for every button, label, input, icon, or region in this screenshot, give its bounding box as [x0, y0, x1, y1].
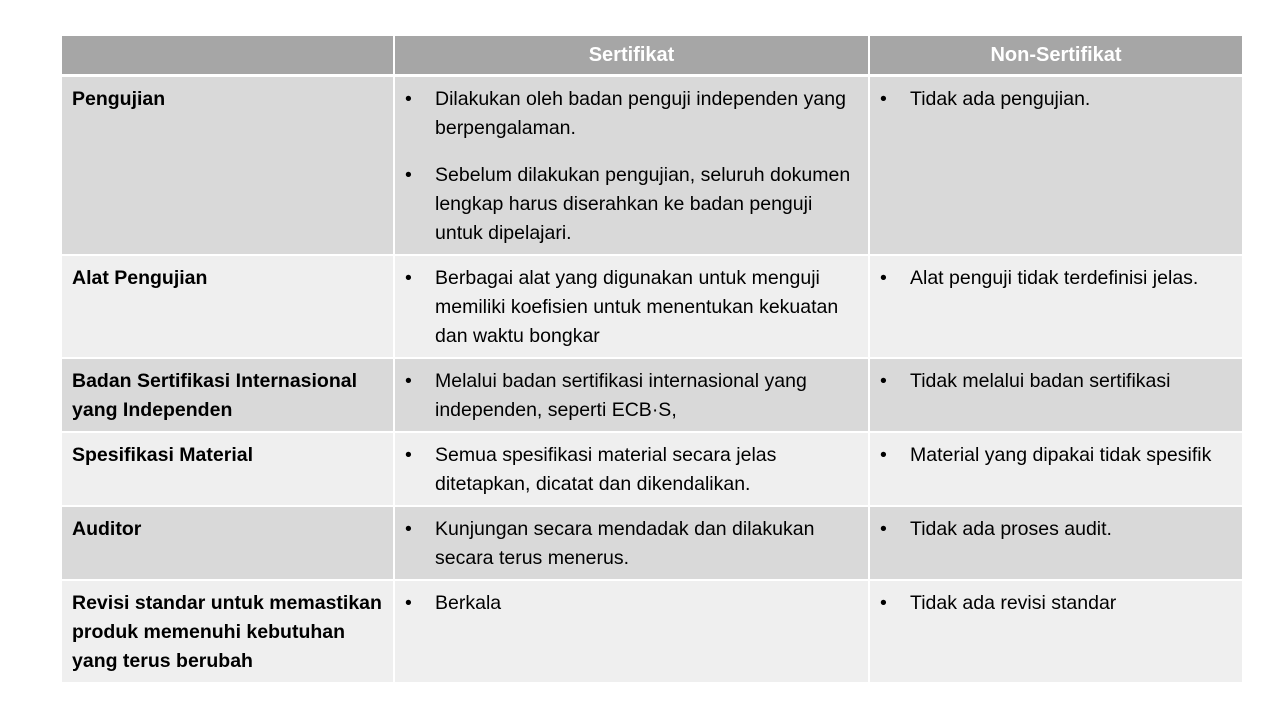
bullet-item: • Sebelum dilakukan pengujian, seluruh dokumen lengkap harus diserahkan ke badan penguji untuk dipelajari. [405, 161, 858, 248]
row-label: Revisi standar untuk memastikan produk memenuhi kebutuhan yang terus berubah [62, 580, 394, 683]
sertifikat-cell [394, 255, 869, 358]
header-empty-cell [62, 36, 394, 76]
row-label: Alat Pengujian [62, 255, 394, 358]
table-row [62, 580, 1242, 683]
bullet-item: • Melalui badan sertifikasi internasional yang independen, seperti ECB·S, [405, 367, 858, 425]
header-sertifikat: Sertifikat [394, 36, 869, 76]
bullet-item: • Tidak ada pengujian. [880, 85, 1232, 114]
non-sertifikat-cell [869, 432, 1242, 506]
sertifikat-cell [394, 358, 869, 432]
table-header-row [62, 36, 1242, 76]
bullet-item: • Tidak ada proses audit. [880, 515, 1232, 544]
sertifikat-cell [394, 76, 869, 256]
non-sertifikat-cell [869, 358, 1242, 432]
bullet-item: • Alat penguji tidak terdefinisi jelas. [880, 264, 1232, 293]
non-sertifikat-cell [869, 255, 1242, 358]
non-sertifikat-cell [869, 506, 1242, 580]
row-label: Badan Sertifikasi Internasional yang Independen [62, 358, 394, 432]
non-sertifikat-cell [869, 580, 1242, 683]
table-row [62, 358, 1242, 432]
table-row [62, 432, 1242, 506]
bullet-item: • Tidak ada revisi standar [880, 589, 1232, 618]
row-label: Auditor [62, 506, 394, 580]
sertifikat-cell [394, 580, 869, 683]
bullet-item: • Tidak melalui badan sertifikasi [880, 367, 1232, 396]
bullet-item: • Material yang dipakai tidak spesifik [880, 441, 1232, 470]
table-row [62, 76, 1242, 256]
non-sertifikat-cell [869, 76, 1242, 256]
table-row [62, 255, 1242, 358]
bullet-item: • Berkala [405, 589, 858, 618]
comparison-table [62, 36, 1242, 684]
row-label: Spesifikasi Material [62, 432, 394, 506]
sertifikat-cell [394, 432, 869, 506]
bullet-item: • Berbagai alat yang digunakan untuk menguji memiliki koefisien untuk menentukan kekuatan dan waktu bongkar [405, 264, 858, 351]
sertifikat-cell [394, 506, 869, 580]
bullet-item: • Kunjungan secara mendadak dan dilakukan secara terus menerus. [405, 515, 858, 573]
bullet-item: • Dilakukan oleh badan penguji independen yang berpengalaman. [405, 85, 858, 143]
row-label: Pengujian [62, 76, 394, 256]
header-non-sertifikat: Non-Sertifikat [869, 36, 1242, 76]
table-row [62, 506, 1242, 580]
bullet-item: • Semua spesifikasi material secara jelas ditetapkan, dicatat dan dikendalikan. [405, 441, 858, 499]
